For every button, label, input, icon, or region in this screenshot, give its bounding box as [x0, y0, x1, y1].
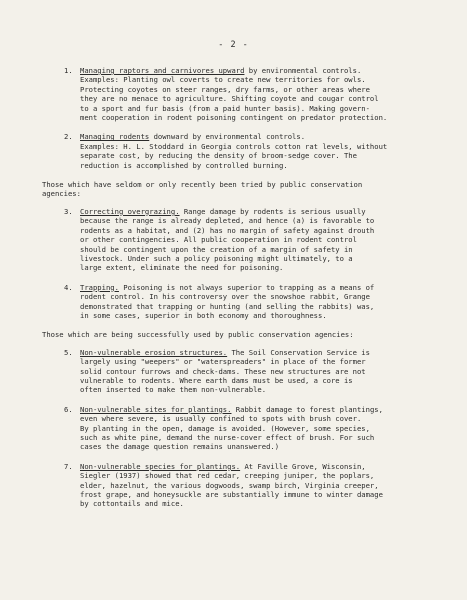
- item-text: Protecting coyotes on steer ranges, dry farms, or other areas where: [80, 84, 370, 94]
- item-title: Non-vulnerable erosion structures.: [80, 347, 228, 357]
- item-text: should be contingent upon the creation of a margin of safety in: [80, 244, 353, 254]
- item-text: elder, hazelnut, the various dogwoods, swamp birch, Virginia creeper,: [80, 480, 379, 490]
- item-number: 3.: [64, 206, 73, 216]
- item-text: separate cost, by reducing the density of broom-sedge cover. The: [80, 151, 357, 161]
- item-text: rodents as a habitat, and (2) has no margin of safety against drouth: [80, 225, 375, 235]
- item-text: frost grape, and honeysuckle are substantially immune to winter damage: [80, 490, 383, 500]
- item-text: ment cooperation in rodent poisoning contingent on predator protection.: [80, 113, 388, 123]
- item-number: 7.: [64, 461, 73, 471]
- item-text: Siegler (1937) showed that red cedar, creeping juniper, the poplars,: [80, 471, 375, 481]
- item-text: Examples: H. L. Stoddard in Georgia controls cotton rat levels, without: [80, 141, 388, 151]
- item-text: Examples: Planting owl coverts to create new territories for owls.: [80, 75, 366, 85]
- item-text: or other contingencies. All public cooperation in rodent control: [80, 235, 357, 245]
- item-text: by cottontails and mice.: [80, 499, 184, 509]
- list-item: [42, 283, 442, 321]
- item-text: even where severe, is usually confined to spots with brush cover.: [80, 414, 362, 424]
- list-item: [42, 132, 442, 170]
- item-text: such as white pine, demand the nurse-cover effect of brush. For such: [80, 433, 375, 442]
- item-text: because the range is already depleted, and hence (a) is favorable to: [80, 216, 375, 226]
- section-intro: Those which have seldom or only recently been tried by public conservation agencies:: [42, 180, 363, 199]
- section-intro: Those which are being successfully used by public conservation agencies:: [42, 330, 354, 340]
- item-title: Managing rodents: [80, 132, 150, 142]
- item-text: The Soil Conservation Service is: [231, 347, 370, 357]
- list-item: [42, 207, 442, 273]
- item-number: 1.: [64, 66, 73, 75]
- item-text: vulnerable to rodents. Where earth dams must be used, a core is: [80, 375, 353, 385]
- item-text: Range damage by rodents is serious usually: [183, 206, 366, 216]
- item-text: rodent control. In his controversy over the snowshoe rabbit, Grange: [80, 292, 370, 302]
- item-text: solid contour furrows and check-dams. These new structures are not: [80, 366, 366, 376]
- item-text: livestock. Under such a policy poisoning might ultimately, to a: [80, 253, 353, 263]
- item-number: 4.: [64, 282, 73, 292]
- document-body: [42, 66, 442, 519]
- item-title: Managing raptors and carnivores upward: [80, 66, 245, 75]
- page-number: - 2 -: [218, 40, 249, 50]
- list-item: [42, 405, 442, 452]
- item-text: downward by environmental controls.: [153, 132, 306, 142]
- item-number: 5.: [64, 347, 73, 357]
- item-number: 2.: [64, 132, 73, 142]
- item-title: Non-vulnerable sites for plantings.: [80, 404, 232, 414]
- item-title: Trapping.: [80, 282, 119, 292]
- item-title: Correcting overgrazing.: [80, 206, 180, 216]
- item-text: they are no menace to agriculture. Shifting coyote and cougar control: [80, 94, 379, 104]
- item-text: in some cases, superior in both economy and thoroughness.: [80, 310, 327, 320]
- list-item: [42, 348, 442, 395]
- item-text: By planting in the open, damage is avoided. (However, some species,: [80, 423, 370, 433]
- item-text: At Faville Grove, Wisconsin,: [244, 461, 366, 471]
- item-text: large extent, eliminate the need for poisoning.: [80, 263, 284, 273]
- list-item: [42, 462, 442, 509]
- item-text: often inserted to make them non-vulnerable.: [80, 385, 267, 395]
- item-text: Poisoning is not always superior to trapping as a means of: [123, 282, 375, 292]
- item-text: reduction is accomplished by controlled burning.: [80, 160, 288, 170]
- item-text: cases the damage question remains unanswered.): [80, 442, 280, 452]
- item-text: Rabbit damage to forest plantings,: [235, 404, 383, 414]
- item-title: Non-vulnerable species for plantings.: [80, 461, 241, 471]
- item-text: by environmental controls.: [248, 66, 362, 75]
- item-number: 6.: [64, 404, 73, 414]
- item-text: demonstrated that trapping or hunting (and selling the rabbits) was,: [80, 301, 375, 311]
- list-item: [42, 66, 442, 122]
- item-text: largely using "weepers" or "waterspreaders" in place of the former: [80, 357, 366, 367]
- item-text: to a sport and fur basis (from a paid hunter basis). Making govern-: [80, 103, 370, 113]
